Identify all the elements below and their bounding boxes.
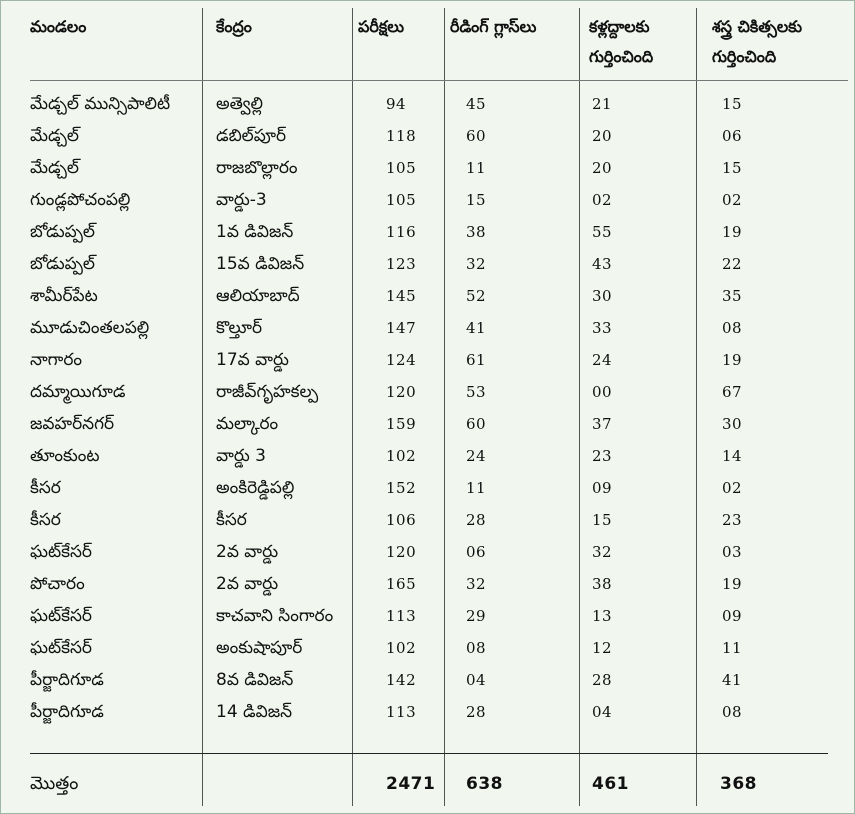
- reading-glasses-cell: 11: [466, 479, 487, 497]
- mandal-cell: పీర్జాదిగూడ: [30, 670, 104, 690]
- reading-glasses-cell: 28: [466, 703, 487, 721]
- center-cell: వార్డు-3: [216, 190, 267, 210]
- surgeries-cell: 30: [722, 415, 743, 433]
- surgeries-cell: 19: [722, 223, 743, 241]
- mandal-cell: కీసర: [30, 478, 61, 498]
- spectacles-cell: 24: [592, 351, 613, 369]
- mandal-cell: తూంకుంట: [30, 446, 100, 466]
- spectacles-cell: 28: [592, 671, 613, 689]
- spectacles-cell: 37: [592, 415, 613, 433]
- mandal-cell: పోచారం: [30, 574, 85, 594]
- total-divider: [30, 753, 828, 754]
- tests-cell: 159: [386, 415, 417, 433]
- reading-glasses-cell: 11: [466, 159, 487, 177]
- reading-glasses-cell: 29: [466, 607, 487, 625]
- center-cell: కీసర: [216, 510, 247, 530]
- reading-glasses-cell: 24: [466, 447, 487, 465]
- mandal-cell: బోడుప్పల్: [30, 222, 95, 242]
- reading-glasses-cell: 60: [466, 415, 487, 433]
- center-cell: అత్వెల్లి: [216, 94, 263, 114]
- mandal-cell: గుండ్లపోచంపల్లి: [30, 190, 131, 210]
- reading-glasses-cell: 32: [466, 575, 487, 593]
- center-cell: 8వ డివిజన్: [216, 670, 294, 690]
- reading-glasses-cell: 61: [466, 351, 487, 369]
- total-spectacles: 461: [592, 774, 629, 794]
- surgeries-cell: 06: [722, 127, 743, 145]
- mandal-cell: నాగారం: [30, 350, 83, 370]
- center-cell: అంకిరెడ్డిపల్లి: [216, 478, 295, 498]
- header-spectacles: కళ్లద్దాలకు గుర్తించింది: [589, 17, 654, 66]
- mandal-cell: ఘట్‌కేసర్: [30, 606, 92, 626]
- surgeries-cell: 15: [722, 95, 743, 113]
- center-cell: రాజీవ్‌గృహకల్ప: [216, 382, 319, 402]
- mandal-cell: దమ్మాయిగూడ: [30, 382, 126, 402]
- tests-cell: 124: [386, 351, 417, 369]
- column-divider: [696, 8, 697, 806]
- surgeries-cell: 67: [722, 383, 743, 401]
- column-divider: [579, 8, 580, 806]
- header-reading-glasses: రీడింగ్ గ్లాస్‌లు: [450, 17, 537, 36]
- surgeries-cell: 19: [722, 351, 743, 369]
- spectacles-cell: 23: [592, 447, 613, 465]
- spectacles-cell: 32: [592, 543, 613, 561]
- tests-cell: 165: [386, 575, 417, 593]
- reading-glasses-cell: 45: [466, 95, 487, 113]
- center-cell: 1వ డివిజన్: [216, 222, 294, 242]
- center-cell: ఆలియాబాద్: [216, 286, 300, 306]
- tests-cell: 94: [386, 95, 407, 113]
- reading-glasses-cell: 04: [466, 671, 487, 689]
- spectacles-cell: 02: [592, 191, 613, 209]
- surgeries-cell: 35: [722, 287, 743, 305]
- tests-cell: 145: [386, 287, 417, 305]
- center-cell: 2వ వార్డు: [216, 542, 279, 562]
- header-center: కేంద్రం: [216, 17, 252, 36]
- reading-glasses-cell: 32: [466, 255, 487, 273]
- tests-cell: 105: [386, 191, 417, 209]
- header-mandal: మండలం: [30, 17, 87, 36]
- tests-cell: 142: [386, 671, 417, 689]
- mandal-cell: ఘట్‌కేసర్: [30, 638, 92, 658]
- tests-cell: 123: [386, 255, 417, 273]
- spectacles-cell: 09: [592, 479, 613, 497]
- reading-glasses-cell: 08: [466, 639, 487, 657]
- reading-glasses-cell: 52: [466, 287, 487, 305]
- tests-cell: 102: [386, 639, 417, 657]
- spectacles-cell: 20: [592, 159, 613, 177]
- header-divider: [30, 80, 848, 81]
- total-label: మొత్తం: [30, 773, 79, 794]
- surgeries-cell: 08: [722, 703, 743, 721]
- center-cell: అంకుషాపూర్: [216, 638, 303, 658]
- tests-cell: 116: [386, 223, 417, 241]
- reading-glasses-cell: 28: [466, 511, 487, 529]
- center-cell: మల్కారం: [216, 414, 279, 434]
- tests-cell: 118: [386, 127, 417, 145]
- spectacles-cell: 38: [592, 575, 613, 593]
- surgeries-cell: 11: [722, 639, 743, 657]
- tests-cell: 106: [386, 511, 417, 529]
- mandal-cell: ఘట్‌కేసర్: [30, 542, 92, 562]
- reading-glasses-cell: 41: [466, 319, 487, 337]
- spectacles-cell: 30: [592, 287, 613, 305]
- surgeries-cell: 02: [722, 191, 743, 209]
- mandal-cell: మేడ్చల్ మున్సిపాలిటీ: [30, 94, 171, 114]
- mandal-cell: జవహర్‌నగర్: [30, 414, 115, 434]
- spectacles-cell: 13: [592, 607, 613, 625]
- surgeries-cell: 41: [722, 671, 743, 689]
- spectacles-cell: 00: [592, 383, 613, 401]
- surgeries-cell: 23: [722, 511, 743, 529]
- center-cell: 15వ డివిజన్: [216, 254, 305, 274]
- center-cell: 2వ వార్డు: [216, 574, 279, 594]
- spectacles-cell: 21: [592, 95, 613, 113]
- center-cell: వార్డు 3: [216, 446, 266, 466]
- header-tests: పరీక్షలు: [358, 17, 405, 36]
- center-cell: 17వ వార్డు: [216, 350, 289, 370]
- surgeries-cell: 09: [722, 607, 743, 625]
- tests-cell: 105: [386, 159, 417, 177]
- total-tests: 2471: [386, 774, 436, 794]
- reading-glasses-cell: 15: [466, 191, 487, 209]
- tests-cell: 147: [386, 319, 417, 337]
- column-divider: [352, 8, 353, 806]
- column-divider: [444, 8, 445, 806]
- surgeries-cell: 19: [722, 575, 743, 593]
- center-cell: రాజబొల్లారం: [216, 158, 298, 178]
- header-surgeries: శస్త్ర చికిత్సలకు గుర్తించింది: [712, 17, 803, 66]
- center-cell: 14 డివిజన్: [216, 702, 293, 722]
- tests-cell: 102: [386, 447, 417, 465]
- spectacles-cell: 55: [592, 223, 613, 241]
- tests-cell: 120: [386, 543, 417, 561]
- reading-glasses-cell: 06: [466, 543, 487, 561]
- column-divider: [202, 8, 203, 806]
- tests-cell: 152: [386, 479, 417, 497]
- total-reading-glasses: 638: [466, 774, 503, 794]
- center-cell: డబిల్‌పూర్: [216, 126, 287, 146]
- tests-cell: 113: [386, 703, 417, 721]
- surgeries-cell: 15: [722, 159, 743, 177]
- surgeries-cell: 02: [722, 479, 743, 497]
- reading-glasses-cell: 53: [466, 383, 487, 401]
- reading-glasses-cell: 38: [466, 223, 487, 241]
- reading-glasses-cell: 60: [466, 127, 487, 145]
- spectacles-cell: 33: [592, 319, 613, 337]
- mandal-cell: శామీర్‌పేట: [30, 286, 98, 306]
- surgeries-cell: 03: [722, 543, 743, 561]
- center-cell: కొల్తూర్: [216, 318, 263, 338]
- spectacles-cell: 12: [592, 639, 613, 657]
- tests-cell: 113: [386, 607, 417, 625]
- mandal-cell: మేడ్చల్: [30, 158, 79, 178]
- spectacles-cell: 43: [592, 255, 613, 273]
- mandal-cell: బోడుప్పల్: [30, 254, 95, 274]
- mandal-cell: పీర్జాదిగూడ: [30, 702, 104, 722]
- surgeries-cell: 14: [722, 447, 743, 465]
- mandal-cell: మూడుచింతలపల్లి: [30, 318, 150, 338]
- tests-cell: 120: [386, 383, 417, 401]
- surgeries-cell: 22: [722, 255, 743, 273]
- spectacles-cell: 20: [592, 127, 613, 145]
- total-surgeries: 368: [720, 774, 757, 794]
- center-cell: కాచవాని సింగారం: [216, 606, 334, 626]
- spectacles-cell: 15: [592, 511, 613, 529]
- spectacles-cell: 04: [592, 703, 613, 721]
- surgeries-cell: 08: [722, 319, 743, 337]
- mandal-cell: మేడ్చల్: [30, 126, 79, 146]
- mandal-cell: కీసర: [30, 510, 61, 530]
